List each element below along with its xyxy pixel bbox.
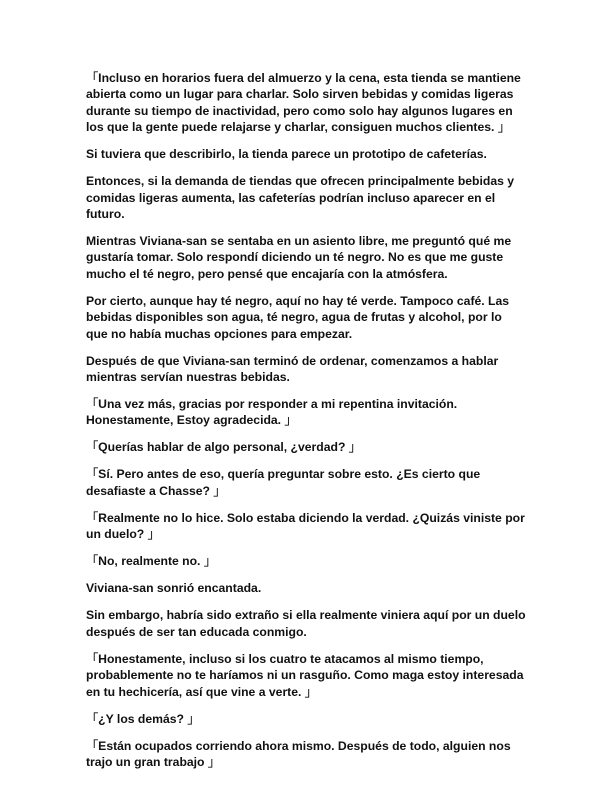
- dialogue-line-2: 「Querías hablar de algo personal, ¿verdad? 」: [86, 440, 361, 455]
- dialogue-line-6: 「Honestamente, incluso si los cuatro te atacamos al mismo tiempo, probablemente no te haríamos ni un rasguño. Como maga estoy interesada en tu hechicería, así que vine a verte. 」: [86, 651, 524, 699]
- dialogue-line-8: 「Están ocupados corriendo ahora mismo. Después de todo, alguien nos trajo un gran trabajo 」: [86, 738, 511, 769]
- dialogue-line-5: 「No, realmente no. 」: [86, 554, 217, 569]
- dialogue-line-3: 「Sí. Pero antes de eso, quería preguntar sobre esto. ¿Es cierto que desafiaste a Chasse? 」: [86, 467, 481, 498]
- dialogue-line-7: 「¿Y los demás? 」: [86, 711, 200, 726]
- dialogue-line-4: 「Realmente no lo hice. Solo estaba diciendo la verdad. ¿Quizás viniste por un duelo? 」: [86, 510, 525, 542]
- paragraph-5: Por cierto, aunque hay té negro, aquí no hay té verde. Tampoco café. Las bebidas disponibles son agua, té negro, agua de frutas y alcohol, por lo que no había muchas opciones para empezar.: [86, 293, 510, 341]
- paragraph-2: Si tuviera que describirlo, la tienda parece un prototipo de cafeterías.: [86, 147, 487, 162]
- paragraph-8: Sin embargo, habría sido extraño si ella realmente viniera aquí por un duelo después de ser tan educada conmigo.: [86, 608, 526, 639]
- dialogue-line-1: 「Una vez más, gracias por responder a mi repentina invitación. Honestamente, Estoy agradecida. 」: [86, 397, 458, 428]
- paragraph-3: Entonces, si la demanda de tiendas que ofrecen principalmente bebidas y comidas ligeras aumenta, las cafeterías podrían incluso aparecer en el futuro.: [86, 174, 515, 222]
- paragraph-6: Después de que Viviana-san terminó de ordenar, comenzamos a hablar mientras servían nuestras bebidas.: [86, 353, 499, 385]
- paragraph-4: Mientras Viviana-san se sentaba en un asiento libre, me preguntó qué me gustaría tomar. Solo respondí diciendo un té negro. No es que me guste mucho el té negro, pero pensé que encajaría con la atmósfera.: [86, 234, 512, 281]
- document-page: [86, 70, 526, 781]
- paragraph-7: Viviana-san sonrió encantada.: [86, 581, 262, 596]
- paragraph-1: 「Incluso en horarios fuera del almuerzo y la cena, esta tienda se mantiene abierta como un lugar para charlar. Solo sirven bebidas y comidas ligeras durante su tiempo de inactividad, pero como solo hay algunos lugares en los que la gente puede relajarse y charlar, consiguen muchos clientes. 」: [86, 71, 521, 135]
